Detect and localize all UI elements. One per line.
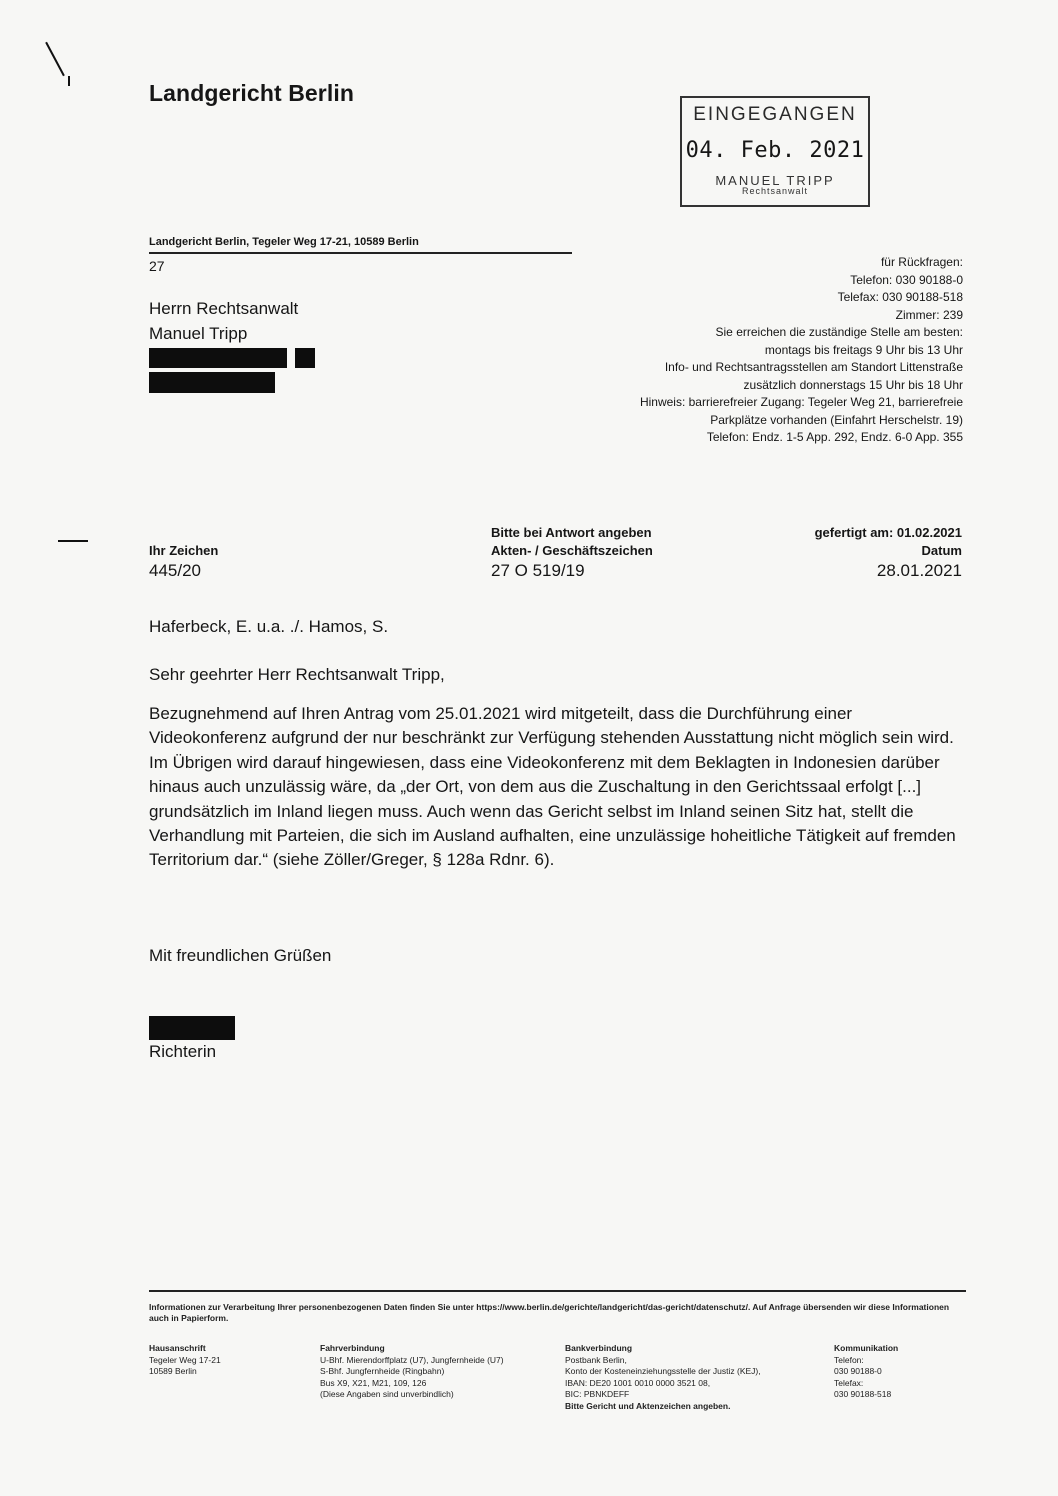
file-reference-label: Akten- / Geschäftszeichen [491, 543, 653, 558]
footer-line: S-Bhf. Jungfernheide (Ringbahn) [320, 1366, 445, 1376]
contact-line: Parkplätze vorhanden (Einfahrt Herschelstr. 19) [710, 412, 963, 427]
file-reference [491, 524, 653, 582]
stamp-heading: EINGEGANGEN [693, 104, 857, 125]
chamber-number: 27 [149, 258, 165, 274]
date-value: 28.01.2021 [876, 561, 962, 580]
contact-line: Hinweis: barrierefreier Zugang: Tegeler Weg 21, barrierefreie [639, 395, 963, 409]
divider [149, 252, 572, 254]
footer-heading: Fahrverbindung [320, 1343, 385, 1353]
footer-line: Postbank Berlin, [565, 1354, 627, 1365]
footer-heading: Kommunikation [834, 1343, 899, 1353]
footer-line: Konto der Kosteneinziehungsstelle der Justiz (KEJ), [565, 1366, 761, 1376]
letter-body [149, 702, 964, 873]
footer-address [149, 1343, 299, 1378]
date-label: Datum [921, 543, 962, 558]
footer-divider [149, 1290, 966, 1292]
footer-bank [565, 1343, 815, 1412]
redaction-city [149, 372, 275, 393]
court-name: Landgericht Berlin [149, 80, 354, 106]
stamp-date: 04. Feb. 2021 [685, 138, 865, 163]
footer-line: 030 90188-0 [834, 1366, 882, 1376]
footer-line: Telefax: [834, 1377, 864, 1388]
redaction-street [149, 348, 287, 368]
redaction-number [295, 348, 315, 368]
body-paragraph: Im Übrigen wird darauf hingewiesen, dass eine Videokonferenz mit dem Beklagten in Indonesien darüber hinaus auch unzulässig wäre, da „der Ort, von dem aus die Zuschaltung in den Gerichtssaal erfolgt [...] grundsätzlich im Inland liegen muss. Auch wenn das Gericht selbst im Inland seinen Sitz hat, stellt die Verhandlung mit Parteien, die sich im Ausland aufhalten, eine unzulässige hoheitliche Tätigkeit auf fremden Territorium dar.“ (siehe Zöller/Greger, § 128a Rdnr. 6). [149, 752, 956, 870]
reply-hint: Bitte bei Antwort angeben [491, 525, 652, 540]
footer-heading: Bankverbindung [565, 1343, 633, 1353]
punch-mark [58, 540, 88, 542]
contact-line: für Rückfragen: [880, 255, 963, 269]
salutation: Sehr geehrter Herr Rechtsanwalt Tripp, [149, 665, 445, 684]
file-reference-value: 27 O 519/19 [491, 561, 585, 580]
footer-communication [834, 1343, 954, 1401]
footer-line: 030 90188-518 [834, 1389, 892, 1399]
footer-transit [320, 1343, 550, 1401]
contact-line: montags bis freitags 9 Uhr bis 13 Uhr [764, 342, 963, 357]
received-stamp [680, 96, 870, 207]
closing: Mit freundlichen Grüßen [149, 946, 332, 965]
redaction-signature [149, 1016, 235, 1040]
addressee-title: Herrn Rechtsanwalt [149, 299, 299, 318]
stamp-name: MANUEL TRIPP [715, 173, 835, 188]
date-block [815, 524, 962, 582]
made-on: gefertigt am: 01.02.2021 [814, 525, 962, 540]
body-paragraph: Bezugnehmend auf Ihren Antrag vom 25.01.2021 wird mitgeteilt, dass die Durchführung einer Videokonferenz aufgrund der nur beschränkt zur Verfügung stehenden Ausstattung nicht möglich sein wird. [149, 704, 954, 748]
privacy-note: Informationen zur Verarbeitung Ihrer personenbezogenen Daten finden Sie unter https://www.berlin.de/gerichte/landgericht/das-gericht/datenschutz/. Auf Anfrage übersenden wir diese Informationen auch in Papierform. [149, 1302, 950, 1323]
stamp-role: Rechtsanwalt [741, 186, 809, 196]
contact-line: zusätzlich donnerstags 15 Uhr bis 18 Uhr [743, 377, 963, 392]
contact-line: Telefon: 030 90188-0 [850, 272, 963, 287]
your-reference-value: 445/20 [149, 561, 201, 580]
case-subject: Haferbeck, E. u.a. ./. Hamos, S. [149, 617, 389, 636]
addressee-name: Manuel Tripp [149, 324, 248, 343]
footer-line: Bitte Gericht und Aktenzeichen angeben. [565, 1400, 731, 1411]
contact-line: Sie erreichen die zuständige Stelle am besten: [715, 325, 963, 339]
contact-info [640, 254, 963, 447]
footer-line: 10589 Berlin [149, 1366, 197, 1376]
footer-line: BIC: PBNKDEFF [565, 1389, 630, 1399]
signer-title: Richterin [149, 1042, 217, 1061]
scan-mark [45, 42, 65, 76]
contact-line: Telefon: Endz. 1-5 App. 292, Endz. 6-0 App. 355 [706, 430, 963, 444]
footer-line: Bus X9, X21, M21, 109, 126 [320, 1377, 427, 1388]
your-reference-label: Ihr Zeichen [149, 543, 219, 558]
return-address: Landgericht Berlin, Tegeler Weg 17-21, 10589 Berlin [149, 236, 419, 248]
footer-line: (Diese Angaben sind unverbindlich) [320, 1389, 454, 1399]
footer-line: Tegeler Weg 17-21 [149, 1354, 221, 1365]
footer-line: Telefon: [834, 1354, 864, 1365]
contact-line: Zimmer: 239 [895, 307, 963, 322]
contact-line: Info- und Rechtsantragsstellen am Standort Littenstraße [664, 360, 963, 374]
your-reference [149, 524, 218, 582]
footer-line: IBAN: DE20 1001 0010 0000 3521 08, [565, 1377, 711, 1388]
footer-heading: Hausanschrift [149, 1343, 206, 1353]
addressee-block [149, 296, 298, 346]
footer-line: U-Bhf. Mierendorffplatz (U7), Jungfernheide (U7) [320, 1354, 504, 1365]
contact-line: Telefax: 030 90188-518 [837, 290, 963, 304]
scan-mark [68, 76, 70, 86]
